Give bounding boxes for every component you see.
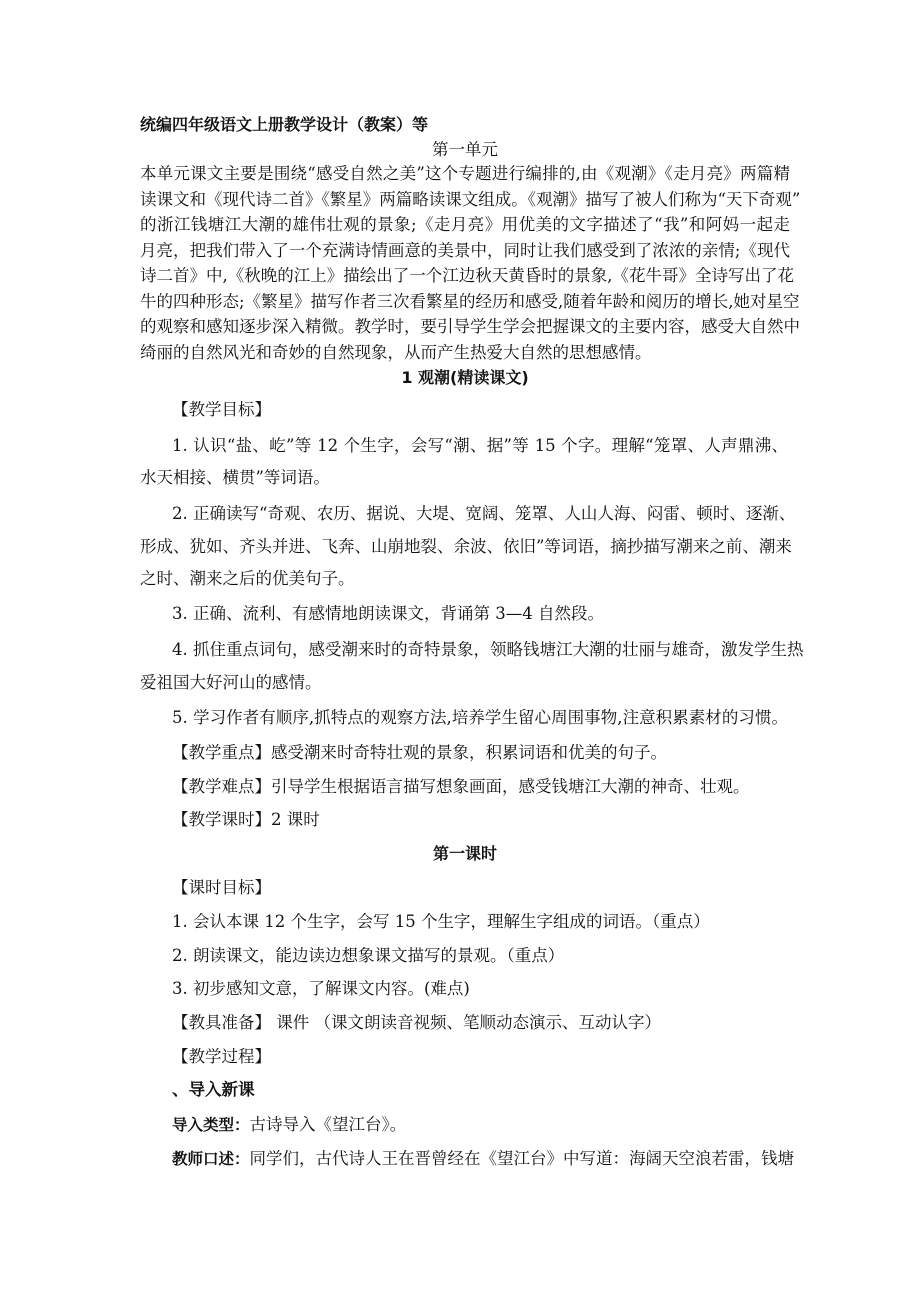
objectives-header: 【教学目标】 bbox=[172, 400, 271, 419]
objective-2-line-3: 之时、潮来之后的优美句子。 bbox=[140, 569, 355, 588]
teacher-text: 同学们，古代诗人王在晋曾经在《望江台》中写道：海阔天空浪若雷，钱塘 bbox=[249, 1149, 795, 1168]
intro-line: 的浙江钱塘江大潮的雄伟壮观的景象;《走月亮》用优美的文字描述了“我”和阿妈一起走 bbox=[140, 215, 790, 234]
intro-line: 的观察和感知逐步深入精微。教学时，要引导学生学会把握课文的主要内容，感受大自然中 bbox=[140, 317, 800, 336]
objective-1-line-2: 水天相接、横贯”等词语。 bbox=[140, 468, 330, 487]
period-goal-2: 2. 朗读课文，能边读边想象课文描写的景观。（重点） bbox=[172, 946, 565, 965]
objective-1-line-1: 1. 认识“盐、屹”等 12 个生字，会写“潮、据”等 15 个字。理解“笼罩、人声鼎沸、 bbox=[172, 436, 788, 455]
teacher-line bbox=[172, 1147, 795, 1171]
objective-2-line-2: 形成、犹如、齐头并进、飞奔、山崩地裂、余波、依旧”等词语，摘抄描写潮来之前、潮来 bbox=[140, 537, 792, 556]
intro-line: 读课文和《现代诗二首》《繁星》两篇略读课文组成。《观潮》描写了被人们称为“天下奇观” bbox=[140, 189, 801, 209]
objective-4-line-1: 4. 抓住重点词句，感受潮来时的奇特景象，领略钱塘江大潮的壮丽与雄奇，激发学生热 bbox=[172, 640, 804, 659]
class-hours: 【教学课时】2 课时 bbox=[172, 810, 320, 829]
unit-intro-paragraph bbox=[140, 161, 801, 365]
intro-line: 本单元课文主要是围绕“感受自然之美”这个专题进行编排的,由《观潮》《走月亮》两篇精 bbox=[140, 164, 790, 183]
period-goal-header: 【课时目标】 bbox=[172, 878, 271, 897]
period-goal-1: 1. 会认本课 12 个生字，会写 15 个生字，理解生字组成的词语。（重点） bbox=[172, 912, 710, 931]
intro-type-line bbox=[172, 1113, 788, 1137]
period-goal-3: 3. 初步感知文意，了解课文内容。(难点) bbox=[172, 979, 470, 998]
objective-3: 3. 正确、流利、有感情地朗读课文，背诵第 3—4 自然段。 bbox=[172, 604, 604, 623]
teacher-label: 教师口述： bbox=[172, 1150, 250, 1168]
intro-line: 诗二首》中,《秋晚的江上》描绘出了一个江边秋天黄昏时的景象,《花牛哥》全诗写出了花 bbox=[140, 266, 794, 285]
objective-4-line-2: 爱祖国大好河山的感情。 bbox=[140, 673, 322, 692]
difficulty: 【教学难点】引导学生根据语言描写想象画面，感受钱塘江大潮的神奇、壮观。 bbox=[172, 777, 750, 796]
key-point: 【教学重点】感受潮来时奇特壮观的景象，积累词语和优美的句子。 bbox=[172, 743, 667, 762]
objective-5: 5. 学习作者有顺序,抓特点的观察方法,培养学生留心周围事物,注意积累素材的习惯。 bbox=[172, 708, 788, 727]
document-title: 统编四年级语文上册教学设计（教案）等 bbox=[140, 115, 429, 134]
objective-2-line-1: 2. 正确读写“奇观、农历、据说、大堤、宽阔、笼罩、人山人海、闷雷、顿时、逐渐、 bbox=[172, 504, 796, 523]
intro-line: 月亮，把我们带入了一个充满诗情画意的美景中，同时让我们感受到了浓浓的亲情;《现代 bbox=[140, 240, 790, 260]
process-header: 【教学过程】 bbox=[172, 1047, 271, 1066]
lesson-title: 1 观潮(精读课文) bbox=[401, 368, 529, 387]
intro-line: 绮丽的自然风光和奇妙的自然现象，从而产生热爱大自然的思想感情。 bbox=[140, 342, 652, 362]
unit-title: 第一单元 bbox=[432, 140, 498, 159]
period-title: 第一课时 bbox=[432, 844, 497, 863]
materials: 【教具准备】 课件 （课文朗读音视频、笔顺动态演示、互动认字） bbox=[172, 1013, 661, 1032]
intro-type-label: 导入类型： bbox=[172, 1116, 250, 1134]
intro-type-text: 古诗导入《望江台》。 bbox=[249, 1115, 407, 1134]
intro-line: 牛的四种形态;《繁星》描写作者三次看繁星的经历和感受,随着年龄和阅历的增长,她对星空 bbox=[140, 291, 800, 311]
section-one-heading: 、导入新课 bbox=[172, 1080, 255, 1099]
